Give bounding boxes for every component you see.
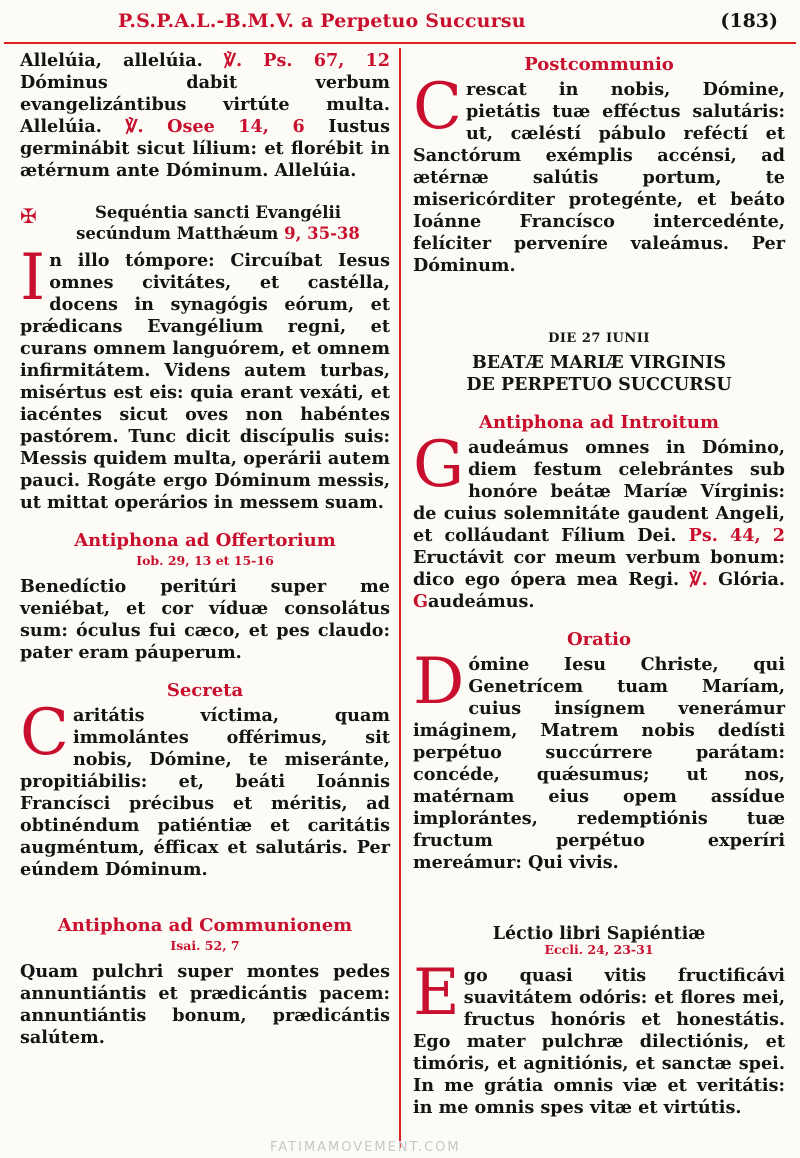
page-header bbox=[0, 0, 800, 44]
introit-heading: Antiphona ad Introitum bbox=[478, 412, 719, 433]
postcommunio-heading: Postcommunio bbox=[524, 54, 674, 75]
drop-initial: C bbox=[20, 696, 69, 770]
right-column bbox=[413, 50, 785, 1119]
secreta-text: Caritátis víctima, quam immolántes offérimus, sit nobis, Dómine, te miseránte, propitiábilis: et, beáti Ioánnis Francísci précibus et méritis, ad obtinéndum patiéntiæ et caritátis augméntum, éfficax et salutáris. Per eúndem Dóminum. bbox=[20, 696, 390, 880]
oratio-text: Dómine Iesu Christe, qui Genetrícem tuam Maríam, cuius insígnem venerámur imáginem, Matrem nobis dedísti perpétuo succúrrere parátam: concéde, quǽsumus; ut nos, matérnam eius opem assídue implorántes, redemptiónis tuæ fructum perpétuo experíri mereámur: Qui vivis. bbox=[413, 645, 785, 873]
date-rubric: DIE 27 IUNII bbox=[548, 331, 650, 346]
header-rule bbox=[4, 42, 796, 44]
gospel-text: In illo tómpore: Circuíbat Iesus omnes civitátes, et castélla, docens in synagógis eórum, et prǽdicans Evangélium regni, et curans omnem languórem, et omnem infirmitátem. Videns autem turbas, misértus est eis: quia erant vexáti, et iacéntes sicut oves non habéntes pastórem. Tunc dicit discípulis suis: Messis quidem multa, operárii autem pauci. Rogáte ergo Dóminum messis, ut mittat operários in messem suam. bbox=[20, 241, 390, 513]
versicle-ref: ℣. Osee 14, 6 bbox=[125, 116, 305, 137]
secreta-heading: Secreta bbox=[166, 680, 244, 701]
drop-initial: I bbox=[20, 241, 46, 315]
drop-initial: C bbox=[413, 70, 462, 144]
verse-ref: 12 bbox=[365, 50, 390, 71]
left-column bbox=[20, 50, 390, 1049]
lectio-text: Ego quasi vitis fructificávi suavitátem odóris: et flores mei, fructus honóris et honestátis. Ego mater pulchræ dilectiónis, et timóris, et agnitiónis, et sanctæ spei. In me grátia omnis viæ et veritátis: in me omnis spes vitæ et virtútis. bbox=[413, 956, 785, 1118]
communion-ref: Isai. 52, 7 bbox=[170, 938, 240, 953]
drop-initial: E bbox=[413, 956, 460, 1030]
gospel-ref: 9, 35-38 bbox=[284, 224, 360, 243]
offertory-ref: Iob. 29, 13 et 15-16 bbox=[136, 553, 274, 568]
offertory-text: Benedíctio peritúri super me veniébat, et cor víduæ consolátus sum: óculus fui cæco, et pes claudo: pater eram páuperum. bbox=[20, 576, 390, 663]
page-number: (183) bbox=[720, 10, 778, 32]
oratio-heading: Oratio bbox=[567, 629, 631, 650]
postcommunio-text: Crescat in nobis, Dómine, pietátis tuæ efféctus salutáris: ut, cæléstí pábulo reféctí et Sanctórum exémplis accénsi, ad ætérnæ salútis portum, te misericórditer protegénte, et beáto Ioánne Francísco intercedénte, felíciter perveníre valeámus. Per Dóminum. bbox=[413, 70, 785, 276]
communion-text: Quam pulchri super montes pedes annuntiántis et prædicántis pacem: annuntiántis bonum, prædicántis salútem. bbox=[20, 961, 390, 1048]
cross-icon: ✠ bbox=[20, 204, 37, 228]
drop-initial: G bbox=[413, 428, 465, 502]
versicle-ref: ℣. Ps. 67, bbox=[223, 50, 345, 71]
psalm-ref: Ps. 44, 2 bbox=[688, 525, 785, 546]
alleluia-verse: Allelúia, allelúia. ℣. Ps. 67, 12 Dóminus dabit verbum evangelizántibus virtúte multa. Allelúia. ℣. Osee 14, 6 Iustus germinábit sicut lílium: et florébit in ætérnum ante Dóminum. Allelúia. bbox=[20, 50, 390, 181]
column-divider bbox=[399, 48, 401, 1148]
offertory-heading: Antiphona ad Offertorium bbox=[74, 530, 336, 551]
repeat-initial: G bbox=[413, 591, 429, 612]
introit-text: Gaudeámus omnes in Dómino, diem festum celebrántes sub honóre beátæ Maríæ Vírginis: de cuius solemnitáte gaudent Angeli, et colláudant Fílium Dei. Ps. 44, 2 Eructávit cor meum verbum bonum: dico ego ópera mea Regi. ℣. Glória. Gaudeámus. bbox=[413, 428, 785, 612]
versicle-ref: ℣. bbox=[689, 569, 708, 590]
lectio-ref: Eccli. 24, 23-31 bbox=[544, 942, 654, 957]
watermark: FATIMAMOVEMENT.COM bbox=[270, 1140, 461, 1155]
lectio-heading: Léctio libri Sapiéntiæ bbox=[492, 924, 706, 944]
drop-initial: D bbox=[413, 645, 465, 719]
feast-title: BEATÆ MARIÆ VIRGINIS DE PERPETUO SUCCURSU bbox=[466, 353, 732, 395]
communion-heading: Antiphona ad Communionem bbox=[57, 915, 353, 936]
gospel-heading: ✠ Sequéntia sancti Evangélii secúndum Matthǽum 9, 35-38 bbox=[20, 203, 360, 243]
running-title: P.S.P.A.L.-B.M.V. a Perpetuo Succursu bbox=[118, 10, 526, 32]
